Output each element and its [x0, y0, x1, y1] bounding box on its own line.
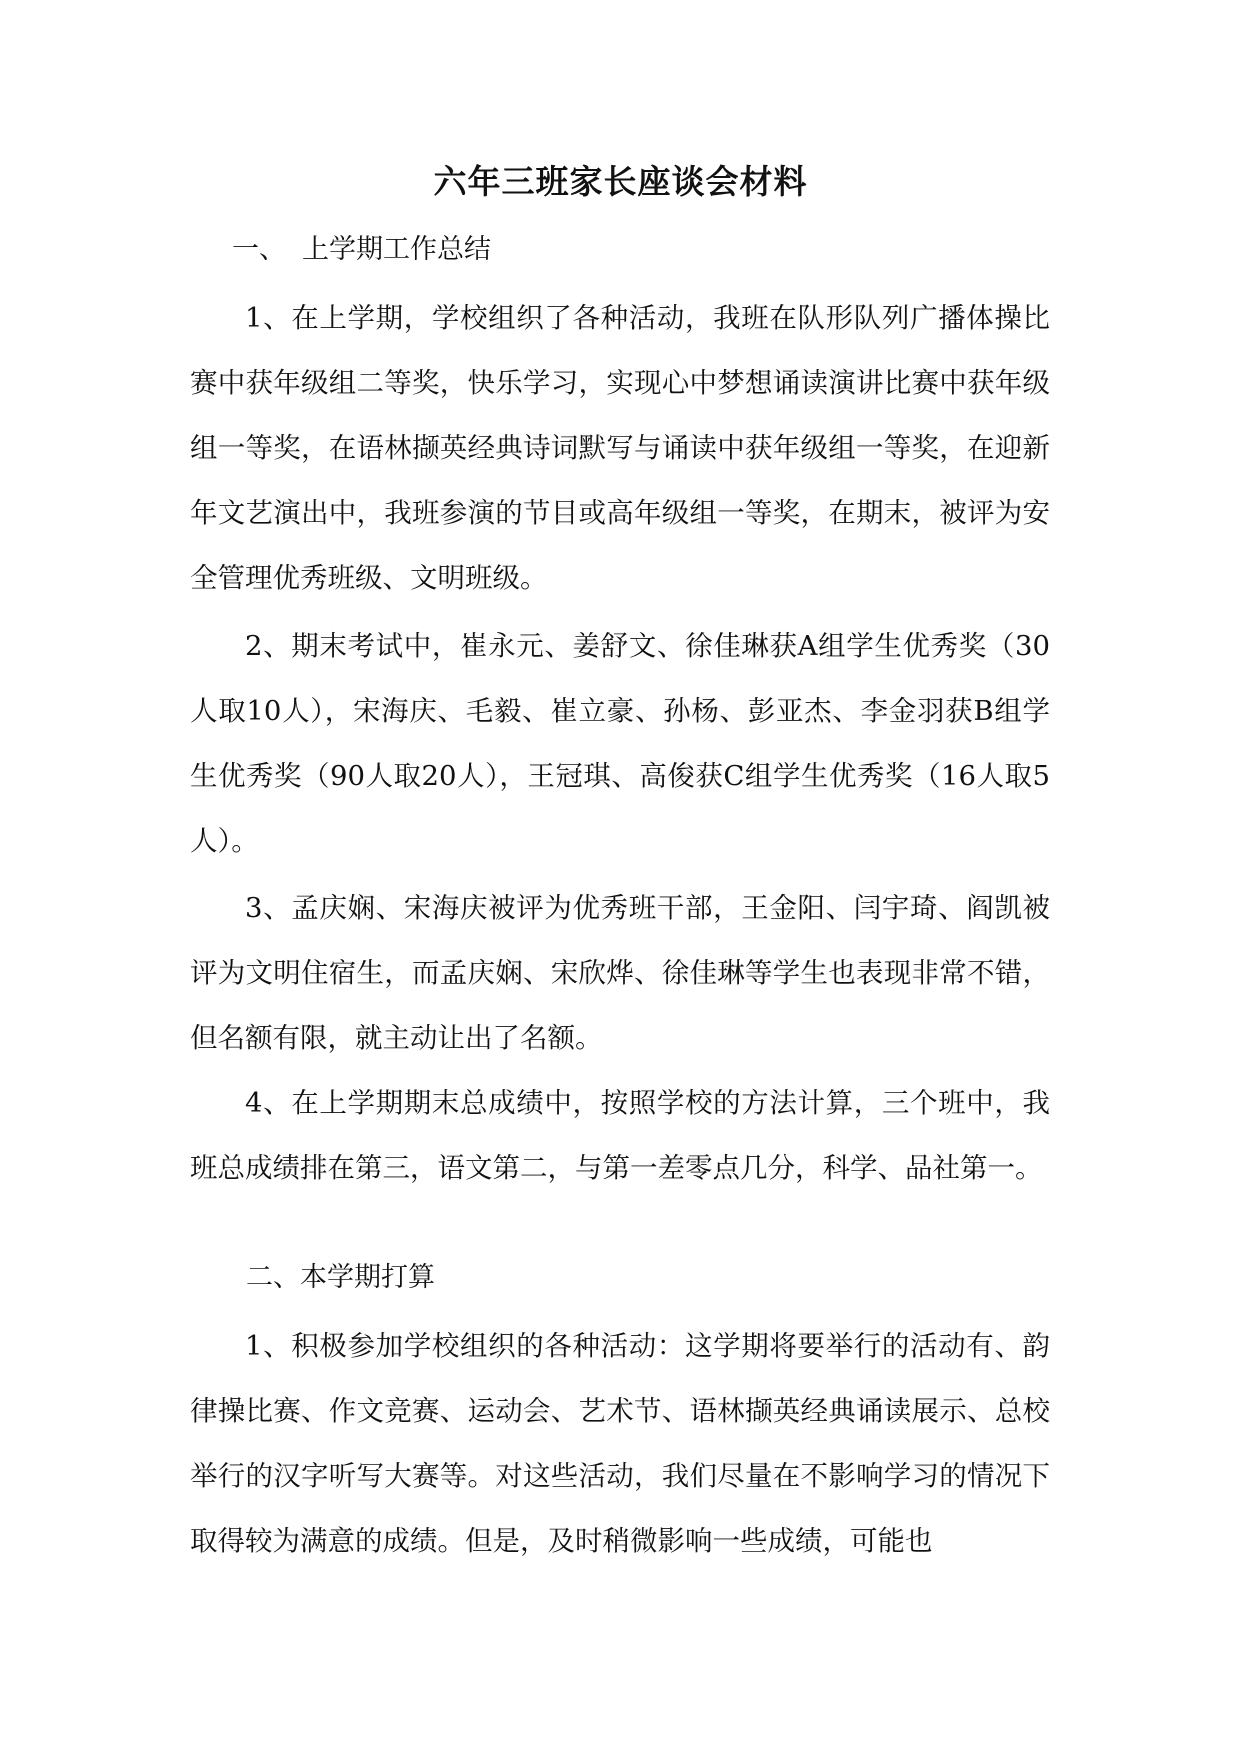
paragraph: 2、期末考试中，崔永元、姜舒文、徐佳琳获A组学生优秀奖（30人取10人），宋海庆、毛毅、崔立豪、孙杨、彭亚杰、李金羽获B组学生优秀奖（90人取20人），王冠琪、高俊获C组学生优秀奖（16人取5人）。 [190, 630, 1050, 857]
section-number-1: 一、 [232, 234, 286, 265]
section-heading-2: 二、本学期打算 [246, 1262, 435, 1293]
paragraph: 1、积极参加学校组织的各种活动：这学期将要举行的活动有、韵律操比赛、作文竞赛、运动会、艺术节、语林撷英经典诵读展示、总校举行的汉字听写大赛等。对这些活动，我们尽量在不影响学习的情况下取得较为满意的成绩。但是，及时稍微影响一些成绩，可能也 [190, 1330, 1050, 1557]
paragraph: 3、孟庆娴、宋海庆被评为优秀班干部，王金阳、闫宇琦、阎凯被评为文明住宿生，而孟庆娴、宋欣烨、徐佳琳等学生也表现非常不错，但名额有限，就主动让出了名额。 [190, 892, 1050, 1054]
paragraph: 1、在上学期，学校组织了各种活动，我班在队形队列广播体操比赛中获年级组二等奖，快乐学习，实现心中梦想诵读演讲比赛中获年级组一等奖，在语林撷英经典诗词默写与诵读中获年级组一等奖，在迎新年文艺演出中，我班参演的节目或高年级组一等奖，在期末，被评为安全管理优秀班级、文明班级。 [190, 302, 1050, 594]
section-heading-1 [232, 230, 491, 270]
section-title-1: 上学期工作总结 [302, 234, 491, 265]
document-title: 六年三班家长座谈会材料 [433, 162, 808, 201]
paragraph: 4、在上学期期末总成绩中，按照学校的方法计算，三个班中，我班总成绩排在第三，语文第二，与第一差零点几分，科学、品社第一。 [190, 1087, 1050, 1184]
